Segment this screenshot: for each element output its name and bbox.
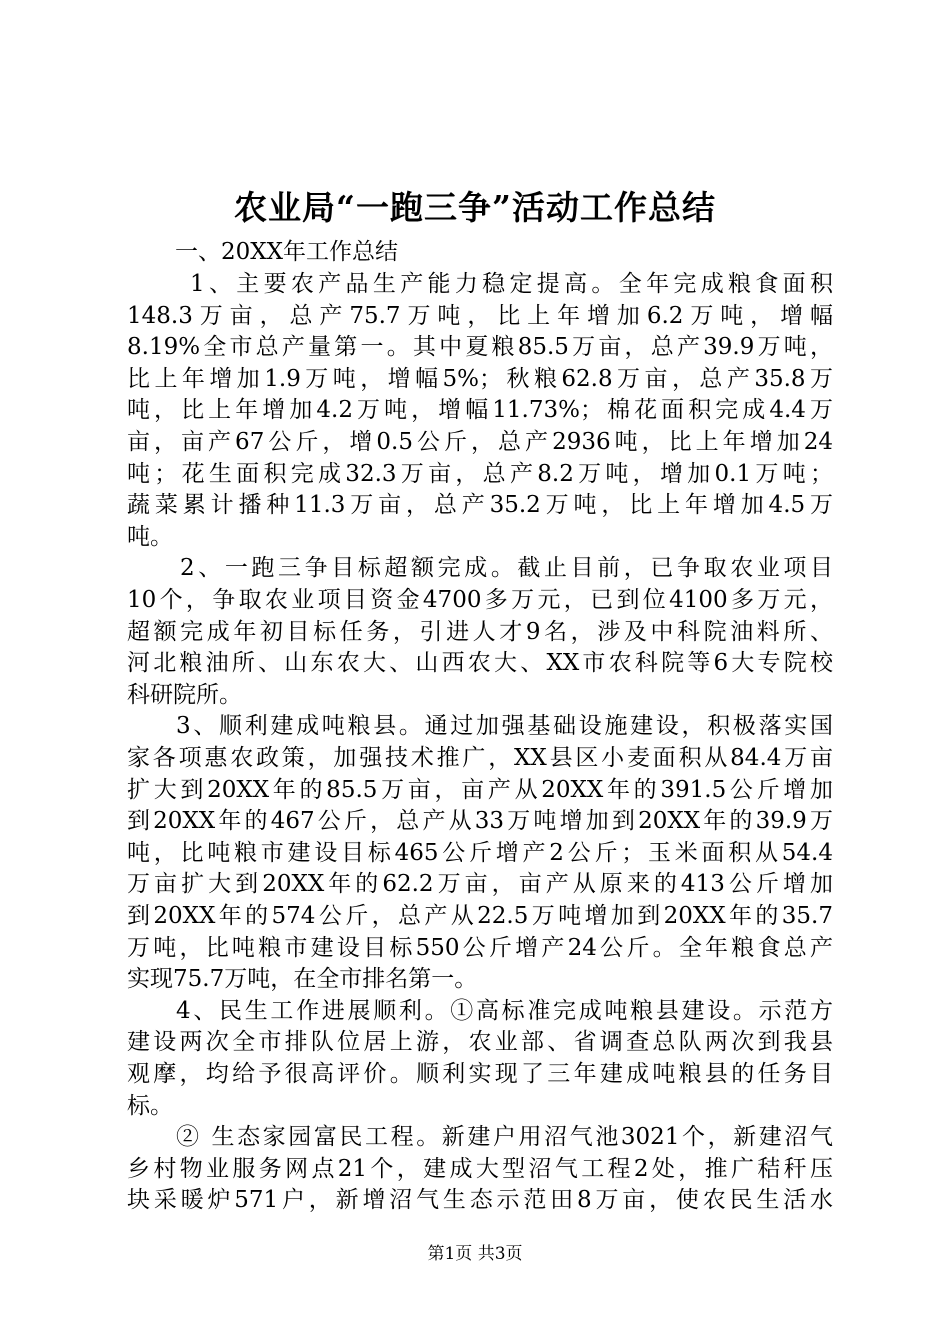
body-line: 吨，比上年增加4.2万吨，增幅11.73%；棉花面积完成4.4万: [127, 397, 833, 423]
body-line: 1、主要农产品生产能力稳定提高。全年完成粮食面积: [190, 271, 833, 297]
body-line: 河北粮油所、山东农大、山西农大、XX市农科院等6大专院校: [127, 650, 833, 676]
body-line: 亩，亩产67公斤，增0.5公斤，总产2936吨，比上年增加24: [127, 429, 833, 455]
document-title: 农业局“一跑三争”活动工作总结: [234, 188, 716, 227]
body-line: 建设两次全市排队位居上游，农业部、省调查总队两次到我县: [127, 1029, 833, 1055]
body-line: 扩大到20XX年的85.5万亩，亩产从20XX年的391.5公斤增加: [127, 777, 833, 803]
body-line: 超额完成年初目标任务，引进人才9名，涉及中科院油料所、: [127, 619, 833, 645]
body-line: 万吨，比吨粮市建设目标550公斤增产24公斤。全年粮食总产: [127, 935, 833, 961]
body-line: 4、民生工作进展顺利。①高标准完成吨粮县建设。示范方: [176, 998, 833, 1024]
body-line: 到20XX年的574公斤，总产从22.5万吨增加到20XX年的35.7: [127, 903, 833, 929]
page-footer: 第1页 共3页: [427, 1244, 523, 1264]
body-line: 标。: [127, 1093, 173, 1119]
body-line: 乡村物业服务网点21个，建成大型沼气工程2处，推广秸秆压: [127, 1156, 833, 1182]
body-line: 蔬菜累计播种11.3万亩，总产35.2万吨，比上年增加4.5万: [127, 492, 833, 518]
body-line: 万亩扩大到20XX年的62.2万亩，亩产从原来的413公斤增加: [127, 871, 833, 897]
body-line: 科研院所。: [127, 682, 242, 708]
body-line: 吨；花生面积完成32.3万亩，总产8.2万吨，增加0.1万吨；: [127, 461, 833, 487]
section-heading: 一、20XX年工作总结: [175, 239, 399, 265]
body-line: 10个，争取农业项目资金4700多万元，已到位4100多万元，: [127, 587, 833, 613]
body-line: 148.3万亩，总产75.7万吨，比上年增加6.2万吨，增幅: [127, 303, 833, 329]
body-line: 块采暖炉571户，新增沼气生态示范田8万亩，使农民生活水: [127, 1187, 833, 1213]
body-line: 观摩，均给予很高评价。顺利实现了三年建成吨粮县的任务目: [127, 1061, 833, 1087]
body-line: ② 生态家园富民工程。新建户用沼气池3021个，新建沼气: [176, 1124, 833, 1150]
body-line: 3、顺利建成吨粮县。通过加强基础设施建设，积极落实国: [176, 713, 833, 739]
body-line: 到20XX年的467公斤，总产从33万吨增加到20XX年的39.9万: [127, 808, 833, 834]
body-line: 吨。: [127, 524, 173, 550]
body-line: 实现75.7万吨，在全市排名第一。: [127, 966, 478, 992]
body-line: 8.19%全市总产量第一。其中夏粮85.5万亩，总产39.9万吨，: [127, 334, 833, 360]
body-line: 家各项惠农政策，加强技术推广，XX县区小麦面积从84.4万亩: [127, 745, 833, 771]
body-line: 比上年增加1.9万吨，增幅5%；秋粮62.8万亩，总产35.8万: [127, 366, 833, 392]
body-line: 2、一跑三争目标超额完成。截止目前，已争取农业项目: [180, 555, 833, 581]
body-line: 吨，比吨粮市建设目标465公斤增产2公斤；玉米面积从54.4: [127, 840, 833, 866]
